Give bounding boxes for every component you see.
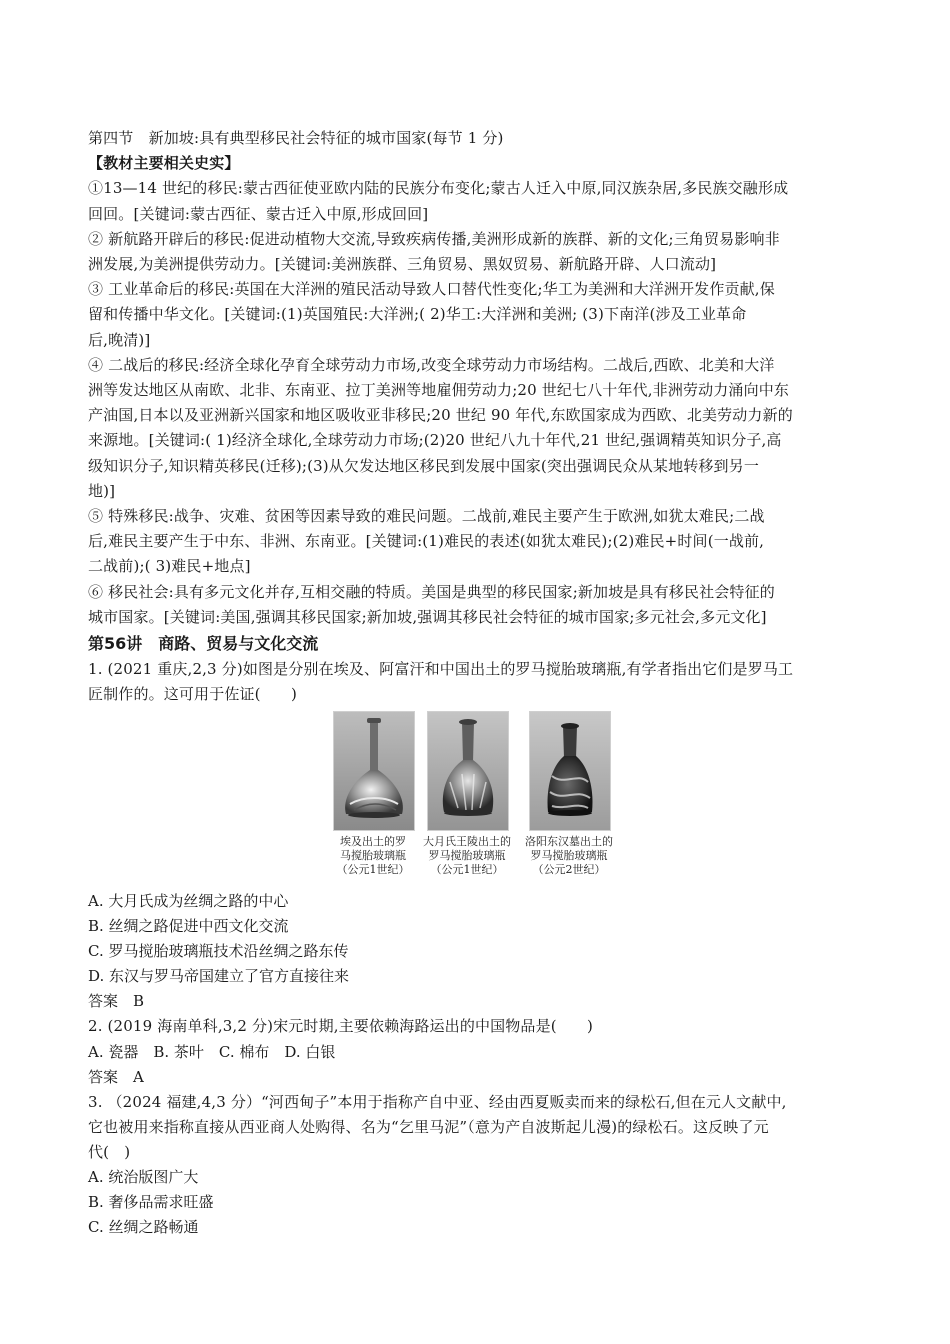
fact-line: ①13—14 世纪的移民:蒙古西征使亚欧内陆的民族分布变化;蒙古人迁入中原,同汉族杂居,多民族交融形成 (88, 179, 789, 198)
figure-caption: 洛阳东汉墓出土的 罗马搅胎玻璃瓶 （公元2世纪） (525, 835, 613, 877)
option-b: B. 奢侈品需求旺盛 (88, 1193, 214, 1212)
fact-line: 来源地。[关键词:( 1)经济全球化,全球劳动力市场;(2)20 世纪八九十年代,21 世纪,强调精英知识分子,高 (88, 431, 782, 450)
option-c: C. 丝绸之路畅通 (88, 1218, 199, 1237)
figure-afghanistan (423, 711, 511, 877)
facts-heading: 【教材主要相关史实】 (88, 154, 240, 173)
figure-caption: 埃及出土的罗 马搅胎玻璃瓶 （公元1世纪） (336, 835, 410, 877)
fact-line: 洲发展,为美洲提供劳动力。[关键词:美洲族群、三角贸易、黑奴贸易、新航路开辟、人口流动] (88, 255, 717, 274)
fact-item-2 (88, 227, 868, 277)
document-page (88, 126, 868, 1240)
fact-item-6 (88, 580, 868, 630)
fact-line: 地)] (88, 481, 116, 500)
afghanistan-glass-bottle-photo (427, 711, 509, 831)
question-stem-line: 2. (2019 海南单科,3,2 分)宋元时期,主要依赖海路运出的中国物品是( ) (88, 1017, 594, 1036)
fact-line: ③ 工业革命后的移民:英国在大洋洲的殖民活动导致人口替代性变化;华工为美洲和大洋洲开发作贡献,保 (88, 280, 775, 299)
fact-line: ⑥ 移民社会:具有多元文化并存,互相交融的特质。美国是典型的移民国家;新加坡是具有移民社会特征的 (88, 582, 775, 601)
question-2 (88, 1014, 868, 1089)
figure-caption: 大月氏王陵出土的 罗马搅胎玻璃瓶 （公元1世纪） (423, 835, 511, 877)
question-stem-line: 代( ) (88, 1143, 131, 1162)
fact-line: 后,晚清)] (88, 330, 151, 349)
fact-item-4 (88, 353, 868, 504)
fact-line: 后,难民主要产生于中东、非洲、东南亚。[关键词:(1)难民的表述(如犹太难民);(2)难民+时间(一战前, (88, 532, 765, 551)
option-b: B. 丝绸之路促进中西文化交流 (88, 917, 289, 936)
fact-item-3 (88, 277, 868, 353)
option-d: D. 东汉与罗马帝国建立了官方直接往来 (88, 967, 350, 986)
fact-line: 产油国,日本以及亚洲新兴国家和地区吸收亚非移民;20 世纪 90 年代,东欧国家成为西欧、北美劳动力新的 (88, 406, 793, 425)
glass-bottle-figure (88, 711, 868, 883)
question-stem-line: 它也被用来指称直接从西亚商人处购得、名为“乞里马泥”（意为产自波斯起儿漫)的绿松石。这反映了元 (88, 1117, 769, 1136)
answer: 答案 B (88, 992, 145, 1011)
figure-egypt (333, 711, 417, 877)
luoyang-glass-bottle-photo (529, 711, 611, 831)
options-inline: A. 瓷器 B. 茶叶 C. 棉布 D. 白银 (88, 1042, 336, 1061)
fact-line: 留和传播中华文化。[关键词:(1)英国殖民:大洋洲;( 2)华工:大洋洲和美洲; (3)下南洋(涉及工业革命 (88, 305, 747, 324)
section-title: 第四节 新加坡:具有典型移民社会特征的城市国家(每节 1 分) (88, 129, 504, 147)
fact-line: 城市国家。[关键词:美国,强调其移民国家;新加坡,强调其移民社会特征的城市国家;多元社会,多元文化] (88, 607, 767, 626)
fact-line: ⑤ 特殊移民:战争、灾难、贫困等因素导致的难民问题。二战前,难民主要产生于欧洲,如犹太难民;二战 (88, 507, 765, 526)
fact-line: ④ 二战后的移民:经济全球化孕育全球劳动力市场,改变全球劳动力市场结构。二战后,西欧、北美和大洋 (88, 355, 775, 374)
question-1 (88, 657, 868, 1014)
option-a: A. 大月氏成为丝绸之路的中心 (88, 892, 289, 911)
fact-line: 级知识分子,知识精英移民(迁移);(3)从欠发达地区移民到发展中国家(突出强调民众从某地转移到另一 (88, 456, 759, 475)
question-3 (88, 1090, 868, 1241)
egypt-glass-bottle-photo (333, 711, 415, 831)
question-stem-line: 匠制作的。这可用于佐证( ) (88, 685, 297, 704)
fact-item-1 (88, 176, 868, 226)
question-stem-line: 1. (2021 重庆,2,3 分)如图是分别在埃及、阿富汗和中国出土的罗马搅胎玻璃瓶,有学者指出它们是罗马工 (88, 660, 794, 679)
answer: 答案 A (88, 1067, 144, 1086)
lesson-title: 第56讲 商路、贸易与文化交流 (88, 634, 319, 654)
fact-item-5 (88, 504, 868, 580)
fact-line: ② 新航路开辟后的移民:促进动植物大交流,导致疾病传播,美洲形成新的族群、新的文化;三角贸易影响非 (88, 229, 780, 248)
fact-line: 洲等发达地区从南欧、北非、东南亚、拉丁美洲等地雇佣劳动力;20 世纪七八十年代,非洲劳动力涌向中东 (88, 381, 790, 400)
option-a: A. 统治版图广大 (88, 1168, 199, 1187)
fact-line: 回回。[关键词:蒙古西征、蒙古迁入中原,形成回回] (88, 204, 429, 223)
fact-line: 二战前);( 3)难民+地点] (88, 557, 251, 576)
question-stem-line: 3. （2024 福建,4,3 分）“河西甸子”本用于指称产自中亚、经由西夏贩卖而来的绿松石,但在元人文献中, (88, 1092, 787, 1111)
option-c: C. 罗马搅胎玻璃瓶技术沿丝绸之路东传 (88, 942, 349, 961)
figure-luoyang (525, 711, 613, 877)
